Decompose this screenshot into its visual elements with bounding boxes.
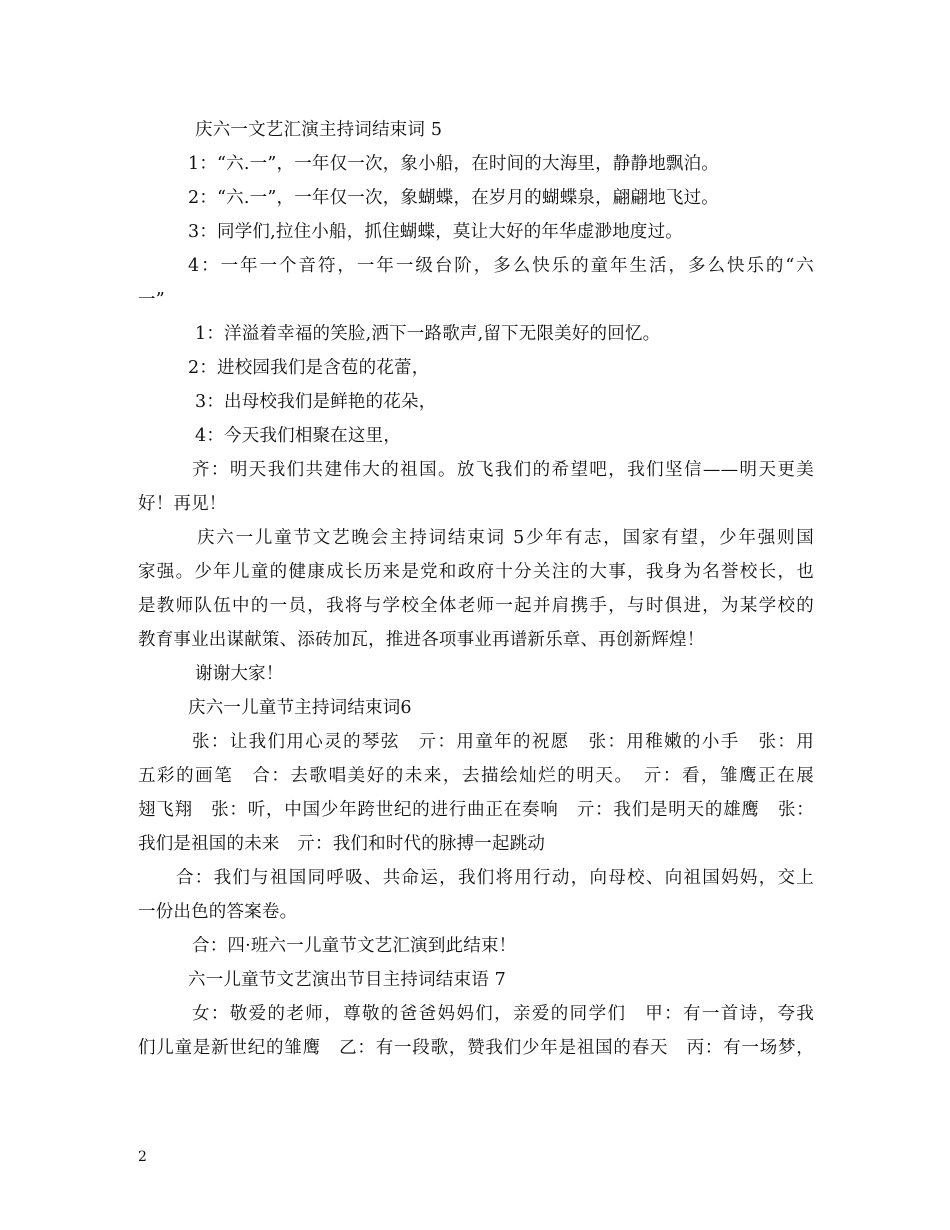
text-line: 家强。少年儿童的健康成长历来是党和政府十分关注的大事，我身为名誉校长，也: [138, 562, 814, 582]
text-line: 3：出母校我们是鲜艳的花朵，: [195, 392, 437, 412]
text-line: 翅飞翔 张：听，中国少年跨世纪的进行曲正在奏响 亓：我们是明天的雄鹰 张：: [138, 800, 814, 820]
text-line: 们儿童是新世纪的雏鹰 乙：有一段歌，赞我们少年是祖国的春天 丙：有一场梦，: [138, 1038, 814, 1058]
text-line: 我们是祖国的未来 亓：我们和时代的脉搏一起跳动: [138, 834, 546, 854]
text-line: 教育事业出谋献策、添砖加瓦，推进各项事业再谱新乐章、再创新辉煌！: [138, 630, 705, 650]
text-line: 1：“六.一”，一年仅一次，象小船，在时间的大海里，静静地飘泊。: [188, 154, 719, 174]
section-heading: 六一儿童节文艺演出节目主持词结束语 7: [188, 970, 506, 990]
text-line: 合：四·班六一儿童节文艺汇演到此结束！: [192, 936, 517, 956]
text-line: 女：敬爱的老师，尊敬的爸爸妈妈们，亲爱的同学们 甲：有一首诗，夸我: [192, 1004, 814, 1024]
text-line: 张：让我们用心灵的琴弦 亓：用童年的祝愿 张：用稚嫩的小手 张：用: [192, 732, 814, 752]
text-line: 4：一年一个音符，一年一级台阶，多么快乐的童年生活，多么快乐的“六: [188, 256, 814, 276]
text-line: 好！再见！: [138, 494, 227, 514]
text-line: 1：洋溢着幸福的笑脸,洒下一路歌声,留下无限美好的回忆。: [195, 324, 661, 344]
text-line: 一”: [138, 290, 165, 310]
text-line: 2：进校园我们是含苞的花蕾，: [188, 358, 430, 378]
page-number: 2: [138, 1149, 147, 1165]
text-line: 合：我们与祖国同呼吸、共命运，我们将用行动，向母校、向祖国妈妈，交上: [176, 868, 814, 888]
section-heading: 庆六一儿童节主持词结束词6: [188, 698, 412, 718]
text-line: 齐：明天我们共建伟大的祖国。放飞我们的希望吧，我们坚信——明天更美: [192, 460, 814, 480]
text-line: 一份出色的答案卷。: [138, 902, 298, 922]
section-heading: 庆六一儿童节文艺晚会主持词结束词 5少年有志，国家有望，少年强则国: [197, 528, 814, 548]
text-line: 是教师队伍中的一员，我将与学校全体老师一起并肩携手，与时俱进，为某学校的: [138, 596, 814, 616]
text-line: 3：同学们,拉住小船，抓住蝴蝶，莫让大好的年华虚渺地度过。: [188, 222, 683, 242]
text-line: 4：今天我们相聚在这里，: [195, 426, 402, 446]
text-line: 五彩的画笔 合：去歌唱美好的未来，去描绘灿烂的明天。 亓：看，雏鹰正在展: [138, 766, 814, 786]
text-line: 2：“六.一”，一年仅一次，象蝴蝶，在岁月的蝴蝶泉，翩翩地飞过。: [188, 188, 719, 208]
section-heading: 庆六一文艺汇演主持词结束词 5: [195, 120, 443, 140]
text-line: 谢谢大家！: [195, 664, 284, 684]
